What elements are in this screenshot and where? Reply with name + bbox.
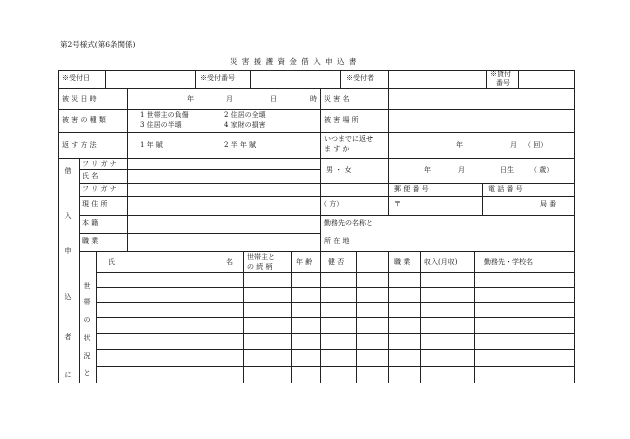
applicant-side-1: 借 bbox=[64, 167, 72, 175]
gender-select[interactable]: 男 ・ 女 bbox=[326, 166, 352, 174]
furigana-label: フ リ ガ ナ bbox=[82, 160, 117, 168]
table-row[interactable] bbox=[97, 367, 574, 382]
name-label: 氏 名 bbox=[82, 172, 99, 180]
household-side-2: 帯 bbox=[83, 298, 91, 306]
hh-header-name2: 名 bbox=[226, 258, 233, 266]
loan-no-label-2: 番号 bbox=[496, 79, 510, 87]
table-row[interactable] bbox=[97, 288, 574, 301]
name-field[interactable] bbox=[128, 159, 319, 182]
disaster-date-label: 被 災 日 時 bbox=[62, 95, 97, 103]
table-row[interactable] bbox=[97, 334, 574, 348]
applicant-side-6: に bbox=[64, 371, 72, 379]
table-row[interactable] bbox=[97, 273, 574, 286]
phone-field[interactable] bbox=[483, 197, 533, 214]
postal-field[interactable] bbox=[400, 197, 481, 214]
received-no-field[interactable] bbox=[251, 71, 339, 87]
damage-type-label: 被 害 の 種 類 bbox=[62, 116, 106, 124]
damage-opt-3[interactable]: 3 住居の半壊 bbox=[140, 121, 182, 129]
repay-times: （ 回） bbox=[524, 141, 548, 149]
damage-opt-2[interactable]: 2 住居の全壊 bbox=[224, 111, 266, 119]
loan-no-field[interactable] bbox=[519, 71, 573, 87]
loan-no-label-1: ※貸付 bbox=[490, 70, 511, 78]
repay-month: 月 bbox=[510, 141, 517, 149]
table-row[interactable] bbox=[97, 350, 574, 365]
repay-year: 年 bbox=[456, 141, 463, 149]
received-no-label: ※受付番号 bbox=[200, 74, 235, 82]
table-row[interactable] bbox=[97, 303, 574, 316]
work-name-label-2: 所 在 地 bbox=[324, 237, 350, 245]
postal-label: 郵 便 番 号 bbox=[394, 185, 429, 193]
applicant-side-5: 者 bbox=[64, 333, 72, 341]
household-side-5: 況 bbox=[83, 352, 91, 360]
household-side-1: 世 bbox=[83, 282, 91, 290]
address-label: 現 住 所 bbox=[82, 200, 108, 208]
birth-day: 日生 bbox=[500, 166, 514, 174]
domicile-label: 本 籍 bbox=[82, 219, 99, 227]
work-place-field[interactable] bbox=[389, 216, 573, 250]
disaster-name-field[interactable] bbox=[389, 89, 573, 108]
disaster-day: 日 bbox=[270, 95, 277, 103]
form-title: 災 害 援 護 資 金 借 入 申 込 書 bbox=[230, 57, 358, 66]
age-label: （ 歳） bbox=[530, 166, 554, 174]
address-paren: （ 方） bbox=[320, 200, 344, 208]
hh-header-workplace: 勤務先・学校名 bbox=[484, 258, 533, 266]
hh-header-health: 健 否 bbox=[328, 258, 345, 266]
damage-place-label: 被 害 場 所 bbox=[324, 116, 359, 124]
domicile-field[interactable] bbox=[128, 216, 319, 232]
receiver-field[interactable] bbox=[389, 71, 485, 87]
form-id: 第2号様式(第6条関係) bbox=[60, 40, 136, 49]
repay-until-label-2: ま す か bbox=[324, 145, 350, 153]
applicant-side-2: 入 bbox=[64, 212, 72, 220]
receiver-label: ※受付者 bbox=[346, 74, 374, 82]
disaster-hour: 時 bbox=[310, 95, 317, 103]
hh-header-age: 年 齢 bbox=[296, 258, 313, 266]
birth-year: 年 bbox=[424, 166, 431, 174]
damage-opt-4[interactable]: 4 家財の損害 bbox=[224, 121, 266, 129]
disaster-year: 年 bbox=[187, 95, 194, 103]
station-label: 局 番 bbox=[540, 200, 557, 208]
hh-header-name: 氏 bbox=[108, 258, 115, 266]
occupation-label: 職 業 bbox=[82, 237, 99, 245]
applicant-side-4: 込 bbox=[64, 293, 72, 301]
hh-header-relation-1: 世帯主と bbox=[247, 253, 275, 261]
hh-header-job: 職 業 bbox=[394, 258, 411, 266]
postal-mark: 〒 bbox=[394, 200, 401, 208]
disaster-name-label: 災 害 名 bbox=[324, 95, 350, 103]
received-date-label: ※受付日 bbox=[62, 74, 90, 82]
repay-method-label: 返 す 方 法 bbox=[62, 141, 97, 149]
hh-header-income: 収入(月収) bbox=[424, 258, 458, 266]
furigana2-label: フ リ ガ ナ bbox=[82, 185, 117, 193]
household-side-4: 状 bbox=[83, 334, 91, 342]
occupation-field[interactable] bbox=[128, 234, 319, 250]
household-side-6: と bbox=[83, 369, 91, 377]
work-name-label-1: 勤務先の名称と bbox=[324, 219, 373, 227]
repay-opt-2[interactable]: 2 半 年 賦 bbox=[224, 141, 257, 149]
disaster-month: 月 bbox=[226, 95, 233, 103]
repay-opt-1[interactable]: 1 年 賦 bbox=[140, 141, 163, 149]
hh-header-relation-2: の 続 柄 bbox=[247, 263, 273, 271]
applicant-side-3: 申 bbox=[64, 247, 72, 255]
birth-month: 月 bbox=[458, 166, 465, 174]
damage-opt-1[interactable]: 1 世帯主の負傷 bbox=[140, 111, 189, 119]
received-date-field[interactable] bbox=[106, 71, 194, 87]
household-side-3: の bbox=[83, 316, 91, 324]
repay-until-label-1: いつまでに返せ bbox=[324, 135, 373, 143]
address-field[interactable] bbox=[128, 197, 319, 214]
damage-place-field[interactable] bbox=[389, 110, 573, 131]
table-row[interactable] bbox=[97, 318, 574, 332]
phone-label: 電 話 番 号 bbox=[488, 185, 523, 193]
